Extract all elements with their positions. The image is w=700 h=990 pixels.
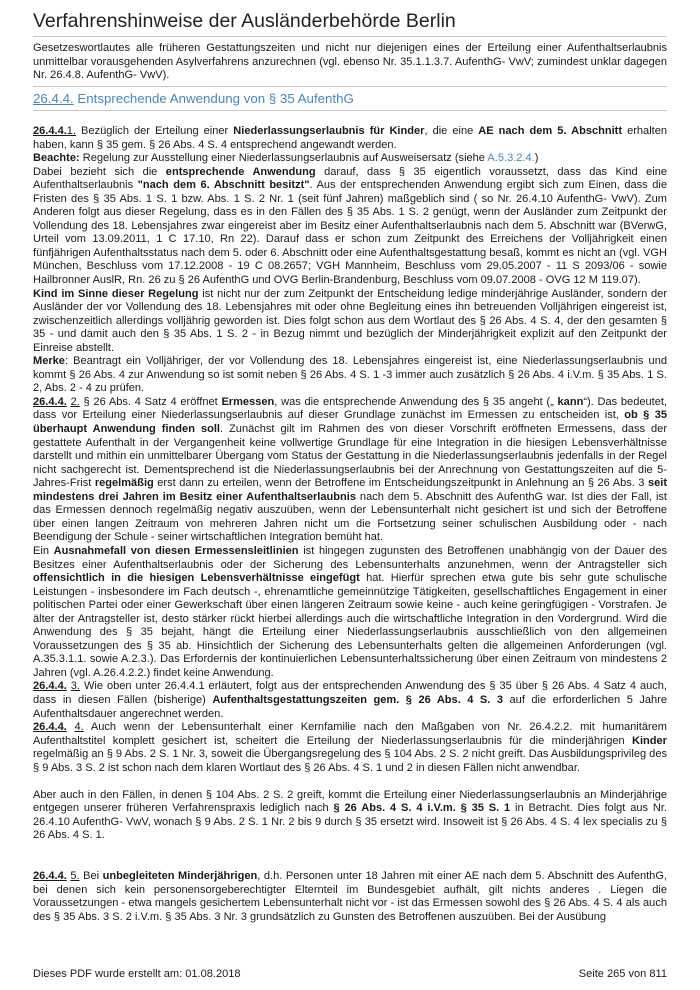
text: Regelung zur Ausstellung einer Niederlassungserlaubnis auf Ausweisersatz (siehe <box>79 152 488 165</box>
text: Bezüglich der Erteilung einer <box>76 125 234 137</box>
section-title: Entsprechende Anwendung von § 35 AufenthG <box>73 91 354 106</box>
paragraph-subnumber[interactable]: 2. <box>70 395 80 408</box>
bold-text: Niederlassungserlaubnis für Kinder <box>233 125 425 137</box>
bold-text: unbegleiteten Minderjährigen <box>102 869 258 882</box>
paragraph-subnumber[interactable]: 1. <box>66 125 77 137</box>
title-divider <box>33 36 667 37</box>
text: Auch wenn der Lebensunterhalt einer Kernfamilie nach den Maßgaben von Nr. 26.4.2.2. mit humanitärem Aufenthaltstitel komplett gesichert ist, scheitert die Erteilung der Niederlassungserlaubnis für die minderjährigen <box>33 721 667 747</box>
bold-text: offensichtlich in die hiesigen Lebensverhältnisse eingefügt <box>33 572 360 585</box>
beachte-label: Beachte: <box>33 152 80 165</box>
text: regelmäßig an § 9 Abs. 2 S. 1 Nr. 3, soweit die Übergangsregelung des § 104 Abs. 2 S. 2 nicht greift. Das Ausbildungsprivileg des § 9 Abs. 3 S. 2 ist schon nach dem klaren Wortlaut des § 26 Abs. 4 S. 1 und 2 in diesen Fällen nicht anwendbar. <box>33 748 667 774</box>
bold-text: entsprechende Anwendung <box>165 165 316 178</box>
bold-text: Kinder <box>632 734 667 747</box>
text: ) <box>534 152 539 165</box>
merke-note <box>33 355 667 396</box>
text: hat. Hierfür sprechen etwa gute bis sehr gute schulische Leistungen - insbesondere im Fach deutsch -, ehrenamtliche gemeinnützige Tätigkeiten, gesellschaftliches Engagement in einer politischen Partei oder einer Gewerkschaft über einen längeren Zeitraum sowie keine - auch keine geringfügigen - Vorstrafen. Je älter der Antragsteller ist, desto stärker rückt hierbei allerdings auch die wirtschaftliche Integration in den Vordergrund. Wird die Anwendung des § 35 bejaht, hängt die Erteilung einer Niederlassungserlaubnis ausschließlich von den allgemeinen Voraussetzungen des § 35 ab. Hinsichtlich der Sicherung des Lebensunterhalts gelten die allgemeinen Anforderungen (vgl. A.35.3.1.1. sowie A.2.3.). Das Erfordernis der kontinuierlichen Lebensunterhaltssicherung über einen Zeitraum von mindestens 2 Jahren (vgl. A.26.4.2.2.) findet keine Anwendung. <box>33 572 667 679</box>
bold-text: "nach dem 6. Abschnitt besitzt" <box>137 179 310 192</box>
bold-text: kann <box>557 395 584 408</box>
bold-text: Aufenthaltsgestattungszeiten gem. § 26 Abs. 4 S. 3 <box>212 693 504 706</box>
paragraph-subnumber[interactable]: 4. <box>74 721 84 734</box>
paragraph-entsprechende-anwendung <box>33 166 667 288</box>
paragraph-number[interactable]: 26.4.4. <box>33 395 67 408</box>
text: § 26 Abs. 4 Satz 4 eröffnet <box>79 395 222 408</box>
text: : Beantragt ein Volljähriger, der vor Vollendung des 18. Lebensjahres eingereist ist, eine Niederlassungserlaubnis und kommt § 26 Abs. 4 zur Anwendung so ist somit neben § 26 Abs. 4 S. 1 -3 immer auch zusätzlich § 26 Abs. 4 i.V.m. § 35 Abs. 1 S. 2, Abs. 2 - 4 zu prüfen. <box>33 355 667 395</box>
bold-text: regelmäßig <box>94 477 154 490</box>
beachte-note <box>33 152 667 166</box>
paragraph-ausnahmefall <box>33 545 667 680</box>
bold-text: AE nach dem 5. Abschnitt <box>478 125 623 137</box>
paragraph-number[interactable]: 26.4.4. <box>33 869 67 882</box>
text: ist hingegen zugunsten des Betroffenen unabhängig von der Dauer des Besitzes einer Aufenthaltserlaubnis oder der Sicherung des Lebensunterhalts anzunehmen, wenn der Antragsteller sich <box>33 544 667 571</box>
text: . Aus der entsprechenden Anwendung ergibt sich zum Einen, dass die Fristen des § 35 Abs. 1 S. 1 bzw. Abs. 1 S. 2 Nr. 1 (seit fünf Jahren) maßgeblich sind ( so Nr. 26.4.10 AufenthG- VwV). Zum Anderen folgt aus dieser Regelung, dass es in den Fällen des § 35 Abs. 1 S. 2 genügt, wenn der Ausländer zum Zeitpunkt der Vollendung des 18. Lebensjahres zwar eingereist aber im Besitz einer Aufenthaltserlaubnis nach dem 5. Abschnitt war (BVerwG, Urteil vom 13.09.2011, 1 C 17.10, Rn 22). Darauf dass er schon zum Zeitpunkt des Erreichens der Volljährigkeit einen fünfjährigen Aufenthaltsstatus nach dem 5. oder 6. Abschnitt oder eine Aufenthaltsgestattung besaß, kommt es nicht an (vgl. VGH München, Beschluss vom 17.12.2008 - 19 C 08.2657; VGH Mannheim, Beschluss vom 29.05.2007 - 11 S 2093/06 - sowie Hailbronner AuslR, Rn. 26 zu § 26 AufenthG und OVG Berlin-Brandenburg, Beschluss vom 09.07.2008 - OVG 12 M 119.07). <box>33 179 667 287</box>
text: darauf, dass § 35 eigentlich voraussetzt, dass das Kind eine Aufenthaltserlaubnis <box>33 165 667 192</box>
paragraph-number[interactable]: 26.4.4. <box>33 125 67 137</box>
section-heading <box>33 91 354 106</box>
section-number-link[interactable]: 26.4.4. <box>33 91 74 106</box>
text: Aber auch in den Fällen, in denen § 104 Abs. 2 S. 2 greift, kommt die Erteilung einer Niederlassungserlaubnis an Minderjährige entgegen unserer früheren Verfahrenspraxis lediglich nach <box>33 788 667 815</box>
paragraph-number[interactable]: 26.4.4. <box>33 680 67 693</box>
intro-text: Gesetzeswortlautes alle früheren Gestattungszeiten und nicht nur diejenigen eines der Erteilung einer Aufenthaltserlaubnis unmittelbar vorausgehenden Asylverfahrens anzurechnen (vgl. ebenso Nr. 35.1.1.3.7. AufenthG- VwV; zumindest unklar dagegen Nr. 26.4.8. AufenthG- VwV). <box>33 42 667 82</box>
text: , die eine <box>424 125 479 137</box>
section-divider <box>33 110 667 111</box>
bold-text: seit mindestens drei Jahren im Besitz einer Aufenthaltserlaubnis <box>33 477 668 503</box>
text: erst dann zu erteilen, wenn der Betroffene im Entscheidungszeitpunkt in Anlehnung an § 26 Abs. 3 <box>153 477 648 490</box>
text: erhalten haben, kann § 35 gem. § 26 Abs. 4 S. 4 entsprechend angewandt werden. <box>33 125 668 151</box>
text: , d.h. Personen unter 18 Jahren mit einer AE nach dem 5. Abschnitt des AufenthG, bei denen sich kein personensorgeberechtigter Elternteil im Bundesgebiet aufhält, gilt nichts anderes . Liegen die Voraussetzungen - etwa mangels gesichertem Lebensunterhalt nicht vor - ist das Ermessen sowohl des § 26 Abs. 4 S. 4 als auch des § 35 Abs. 3 S. 2 i.V.m. § 35 Abs. 3 Nr. 3 grundsätzlich zu Gunsten des Betroffenen auszuüben. Bei der Ausübung <box>33 869 667 923</box>
paragraph-number[interactable]: 26.4.4. <box>33 721 67 734</box>
merke-label: Merke <box>33 355 65 368</box>
bold-text: Kind im Sinne dieser Regelung <box>33 287 199 300</box>
text: in Betracht. Dies folgt aus Nr. 26.4.10 AufenthG- VwV, wonach § 9 Abs. 2 S. 1 Nr. 2 bis 9 durch § 35 ersetzt wird. Insoweit ist § 26 Abs. 4 S. 4 lex specialis zu § 26 Abs. 4 S. 1. <box>33 802 667 842</box>
text: ist nicht nur der zum Zeitpunkt der Entscheidung ledige minderjährige Ausländer, sondern der Ausländer der vor Vollendung des 18. Lebensjahres mit oder ohne Begleitung eines ihn betreuenden Volljährigen eingereist ist, zwischenzeitlich allerdings volljährig geworden ist. Dies folgt schon aus dem Wortlaut des § 26 Abs. 4 S. 4, der den gesamten § 35 - und damit auch den § 35 Abs. 1 S. 2 - in Bezug nimmt und bezüglich der Minderjährigkeit explizit auf den Zeitpunkt der Einreise abstellt. <box>33 287 668 354</box>
paragraph-kind-im-sinne <box>33 288 667 356</box>
paragraph-26-4-4-3 <box>33 680 667 721</box>
spacer <box>33 775 667 789</box>
paragraph-subnumber[interactable]: 3. <box>70 680 80 693</box>
text: nach dem 5. Abschnitt des AufenthG war. Ist dies der Fall, ist das Ermessen dennoch regelmäßig negativ auszuüben, wenn der Lebensunterhalt nicht gesichert ist und sich der Betroffene über einen langen Zeitraum von mehreren Jahren nicht um die Fortsetzung seiner schulischen Ausbildung oder - nach Beendigung der Schule - seiner wirtschaftlichen Integration bemüht hat. <box>33 490 667 544</box>
text: Bei <box>79 869 103 882</box>
main-content <box>33 125 667 924</box>
bold-text: Ausnahmefall von diesen Ermessensleitlinien <box>53 544 299 557</box>
paragraph-26-4-4-4 <box>33 721 667 775</box>
bold-text: § 26 Abs. 4 S. 4 i.V.m. § 35 S. 1 <box>333 802 511 815</box>
bold-text: Ermessen <box>221 395 275 408</box>
text: Dabei bezieht sich die <box>33 165 166 178</box>
intro-paragraph <box>33 42 667 83</box>
text: . Zunächst gilt im Rahmen des von dieser Vorschrift eröffneten Ermessens, dass der gestattete Aufenthalt in der Vergangenheit keine vollwertige Grundlage für eine Integration in die hiesigen Lebensverhältnisse darstellt und mithin ein unmittelbarer Übergang vom Status der Gestattung in die Niederlassungserlaubnis jedenfalls in der Regel nicht sachgerecht ist. Dementsprechend ist die Niederlassungserlaubnis bei der Anrechnung von Gestattungszeiten auf die 5-Jahres-Frist <box>33 423 668 490</box>
paragraph-26-4-4-2 <box>33 396 667 545</box>
paragraph-aber-auch <box>33 789 667 843</box>
document-title: Verfahrenshinweise der Ausländerbehörde Berlin <box>33 10 456 32</box>
text: auf die erforderlichen 5 Jahre Aufenthaltsdauer angerechnet werden. <box>33 693 668 720</box>
text: Ein <box>33 544 54 557</box>
paragraph-subnumber[interactable]: 5. <box>70 869 80 882</box>
bold-text: ob § 35 überhaupt Anwendung finden soll <box>33 409 667 436</box>
paragraph-26-4-4-5 <box>33 870 667 924</box>
text: Wie oben unter 26.4.4.1 erläutert, folgt aus der entsprechenden Anwendung des § 35 über § 26 Abs. 4 Satz 4 auch, dass in diesen Fällen (bisherige) <box>33 680 667 706</box>
text: “). Das bedeutet, dass vor Erteilung einer Niederlassungserlaubnis auf dieser Grundlage zunächst im Ermessen zu entscheiden ist, <box>33 395 667 422</box>
footer-created-date: Dieses PDF wurde erstellt am: 01.08.2018 <box>33 968 241 980</box>
spacer <box>33 843 667 870</box>
intro-divider <box>33 86 667 87</box>
paragraph-26-4-4-1 <box>33 125 667 152</box>
text: , was die entsprechende Anwendung des § 35 angeht („ <box>274 395 558 408</box>
footer-page-number: Seite 265 von 811 <box>578 968 667 980</box>
reference-link[interactable]: A.5.3.2.4. <box>487 152 535 165</box>
